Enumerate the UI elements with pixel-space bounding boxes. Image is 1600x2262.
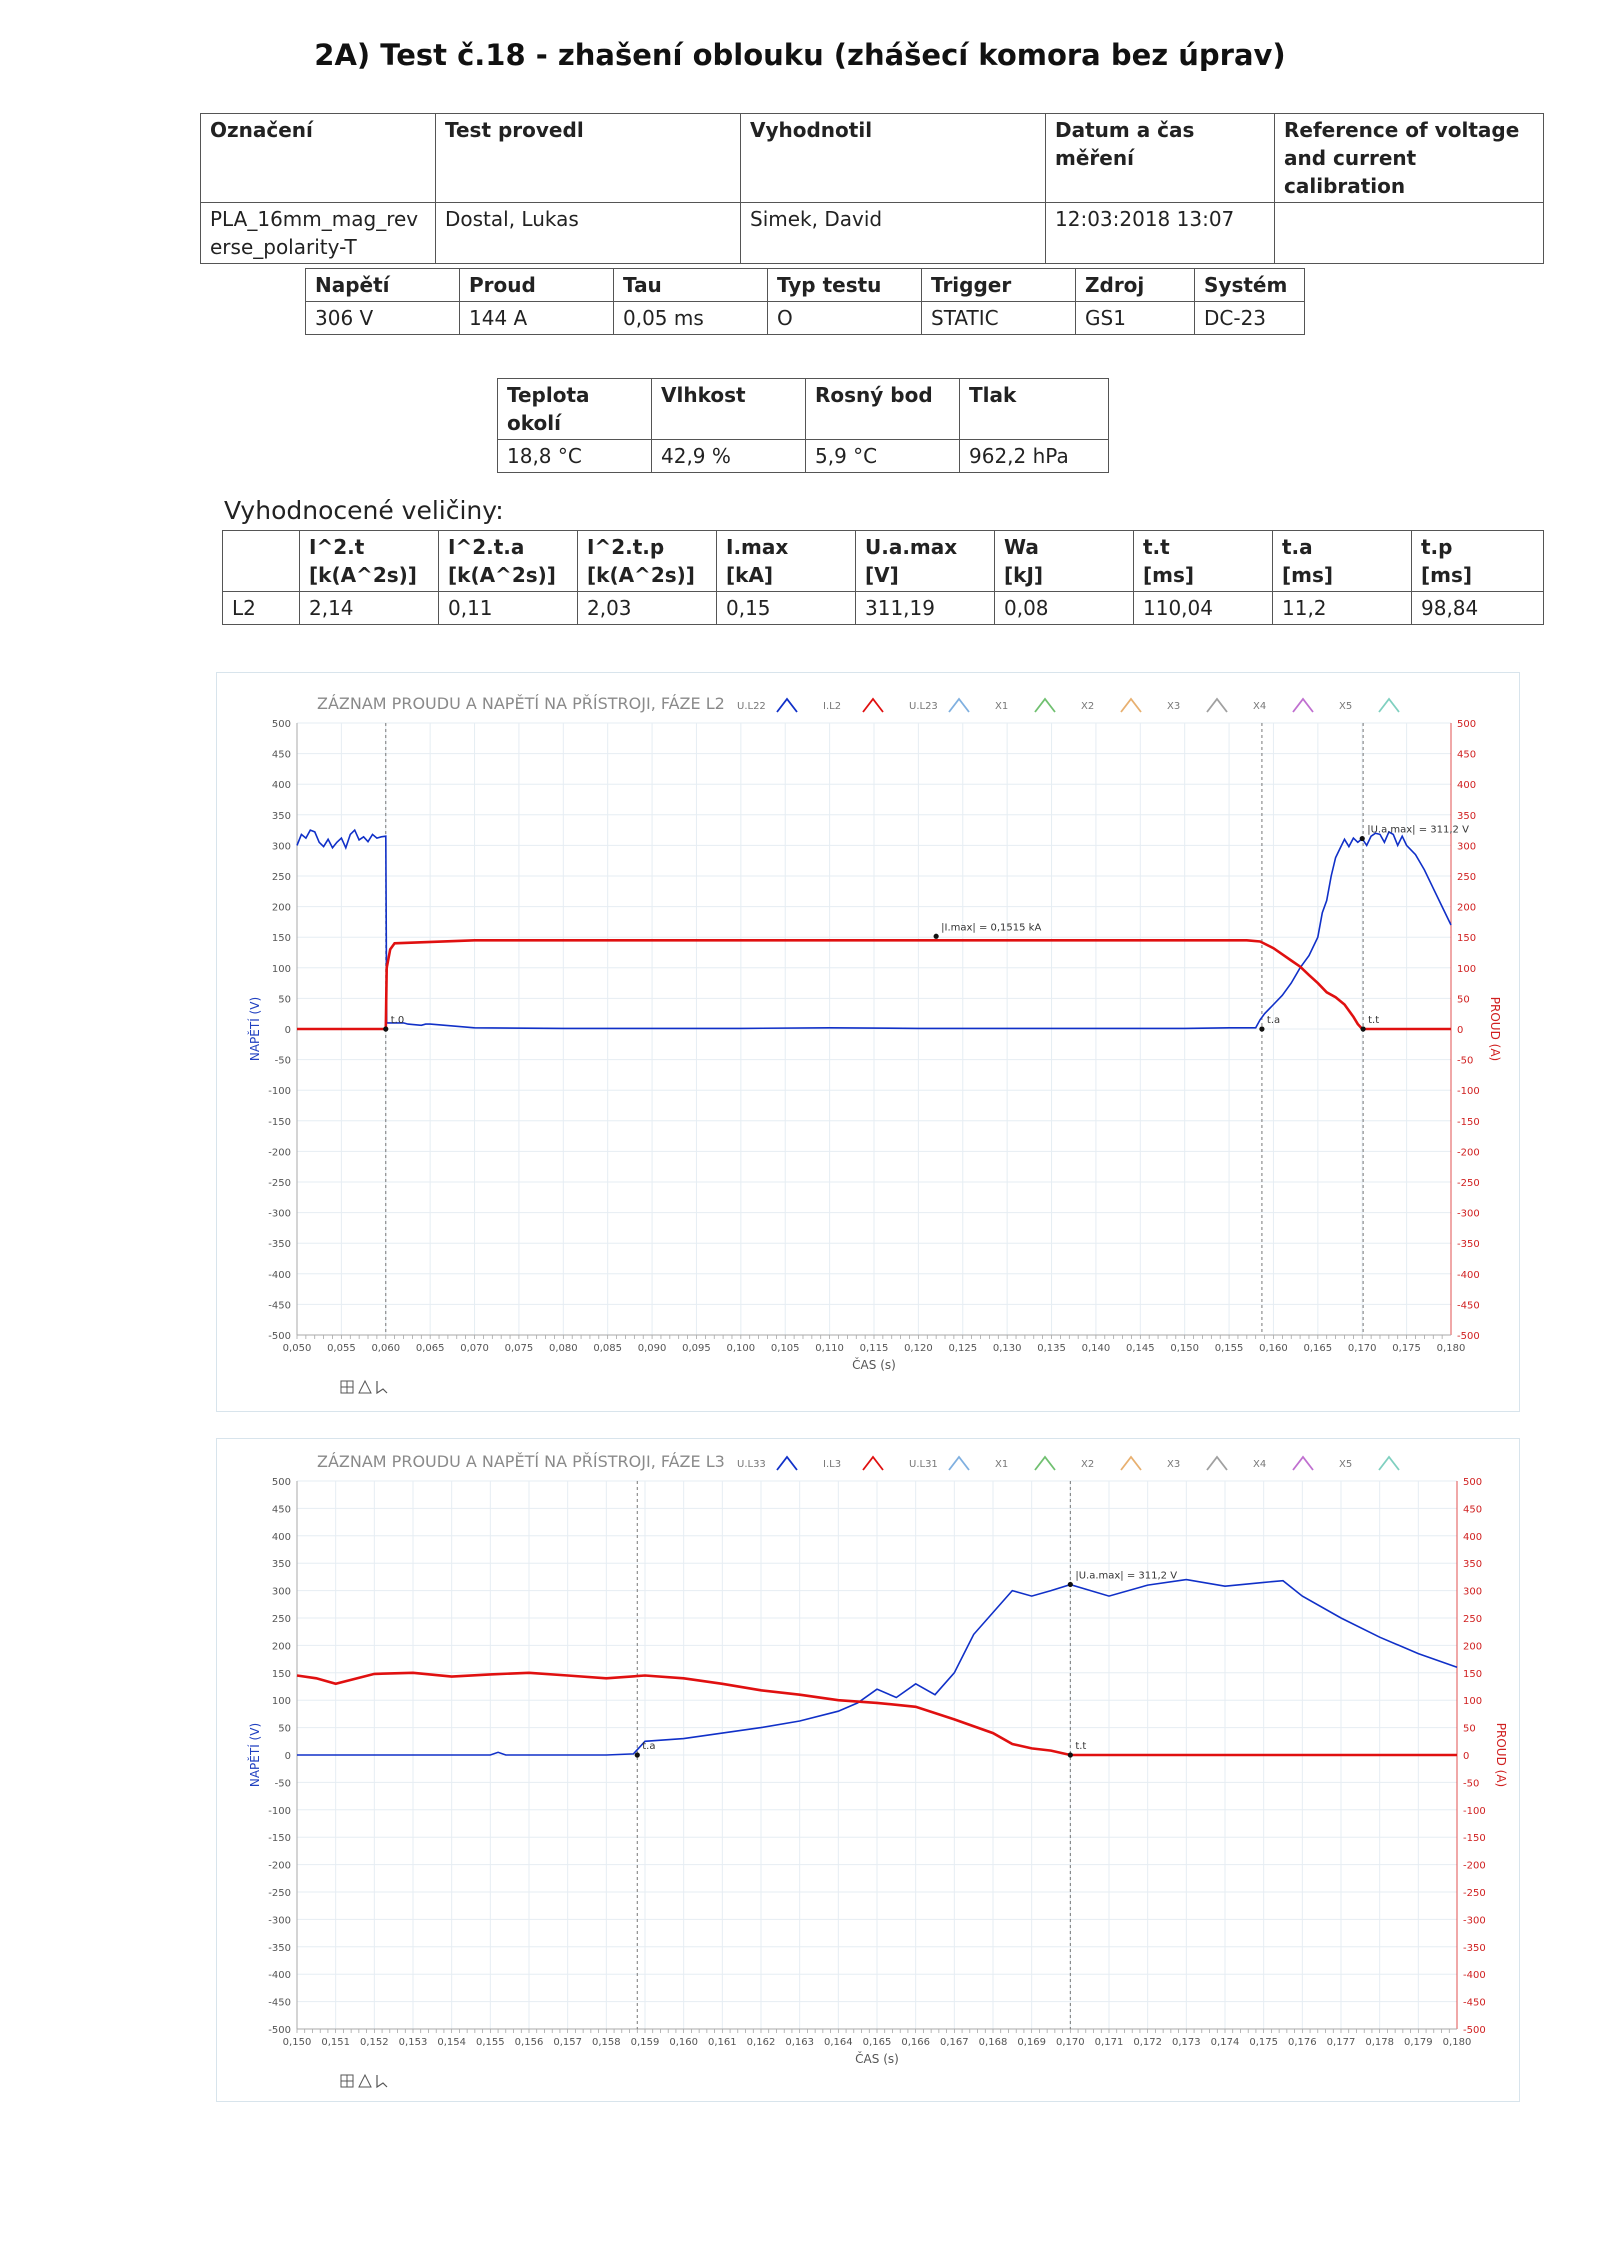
results-header (1412, 531, 1544, 592)
x-tick-label: 0,065 (415, 1343, 445, 1354)
info-cell: Dostal, Lukas (436, 203, 741, 264)
x-tick-label: 0,090 (637, 1343, 667, 1354)
legend-swatch (777, 1457, 797, 1470)
x-tick-label: 0,145 (1125, 1343, 1155, 1354)
legend-swatch (1207, 1457, 1227, 1470)
legend-swatch (863, 1457, 883, 1470)
results-header-unit: [ms] (1282, 563, 1334, 587)
y-tick-label: 200 (271, 902, 291, 914)
y2-tick-label: -250 (1463, 1888, 1486, 1899)
y-tick-label: -250 (268, 1888, 291, 1899)
y2-tick-label: 500 (1457, 719, 1477, 730)
x-tick-label: 0,157 (553, 2037, 582, 2048)
x-tick-label: 0,055 (327, 1343, 356, 1354)
y-tick-label: 450 (271, 1504, 291, 1516)
x-tick-label: 0,151 (321, 2037, 350, 2048)
legend-entry: U.L23 (909, 701, 938, 712)
legend-swatch (949, 699, 969, 712)
y2-tick-label: -200 (1463, 1860, 1486, 1872)
page-title: 2A) Test č.18 - zhašení oblouku (zhášecí komora bez úprav) (314, 38, 1286, 72)
legend-entry: X1 (995, 701, 1009, 712)
hand-tool-icon (377, 2075, 387, 2087)
params-header: Proud (460, 269, 614, 302)
results-header-unit: [k(A^2s)] (309, 563, 417, 587)
y2-tick-label: -250 (1457, 1178, 1480, 1189)
y2-tick-label: 0 (1457, 1025, 1464, 1036)
y-tick-label: -300 (268, 1208, 291, 1220)
results-cell: 0,15 (717, 592, 856, 625)
y-tick-label: 150 (271, 933, 291, 945)
annotation-label: |U.a.max| = 311,2 V (1075, 1570, 1178, 1582)
x-tick-label: 0,171 (1094, 2037, 1124, 2048)
results-header-unit: [k(A^2s)] (587, 563, 695, 587)
y2-tick-label: -200 (1457, 1147, 1480, 1159)
legend-swatch (1035, 699, 1055, 712)
y-tick-label: 300 (271, 1586, 291, 1598)
results-header-name: U.a.max (865, 535, 958, 559)
legend-entry: X4 (1253, 701, 1267, 712)
annotation-label: t.t (1075, 1741, 1087, 1752)
y-tick-label: 50 (278, 994, 291, 1006)
y-axis-label: NAPĚTÍ (V) (248, 1722, 262, 1788)
y-tick-label: 0 (284, 1025, 291, 1036)
x-tick-label: 0,156 (514, 2037, 544, 2048)
results-cell: 311,19 (856, 592, 995, 625)
legend-entry: X2 (1081, 701, 1095, 712)
x-tick-label: 0,153 (398, 2037, 428, 2048)
legend-swatch (1379, 699, 1399, 712)
annotation-point (1259, 1026, 1264, 1031)
params-header: Systém (1195, 269, 1305, 302)
y2-tick-label: 50 (1463, 1723, 1476, 1735)
x-tick-label: 0,161 (708, 2037, 737, 2048)
results-header-name: I.max (726, 535, 789, 559)
legend-entry: X4 (1253, 1459, 1267, 1470)
x-tick-label: 0,150 (282, 2037, 312, 2048)
x-tick-label: 0,160 (1259, 1343, 1288, 1354)
legend-entry: I.L2 (823, 701, 842, 712)
info-header: Reference of voltage and current calibration (1275, 114, 1544, 203)
results-cell: 11,2 (1273, 592, 1412, 625)
info-header: Označení (201, 114, 436, 203)
results-header-name: I^2.t.p (587, 535, 665, 559)
x-tick-label: 0,166 (901, 2037, 930, 2048)
x-tick-label: 0,060 (371, 1343, 401, 1354)
y2-tick-label: 50 (1457, 994, 1470, 1006)
results-header-name: Wa (1004, 535, 1039, 559)
y-tick-label: 350 (271, 810, 291, 822)
legend-entry: I.L3 (823, 1459, 842, 1470)
x-tick-label: 0,155 (476, 2037, 505, 2048)
x-tick-label: 0,174 (1210, 2037, 1240, 2048)
x-tick-label: 0,165 (1303, 1343, 1333, 1354)
annotation-label: t.t (1368, 1015, 1380, 1026)
y2-tick-label: 200 (1457, 902, 1477, 914)
legend-swatch (949, 1457, 969, 1470)
x-tick-label: 0,175 (1249, 2037, 1278, 2048)
legend-entry: X3 (1167, 701, 1181, 712)
y2-tick-label: 100 (1463, 1696, 1483, 1708)
info-cell (1275, 203, 1544, 264)
x-tick-label: 0,080 (548, 1343, 578, 1354)
y-axis-label: NAPĚTÍ (V) (248, 996, 262, 1062)
y-tick-label: 100 (271, 963, 291, 975)
y2-tick-label: 300 (1457, 841, 1477, 853)
results-header-unit: [kA] (726, 563, 774, 587)
y2-tick-label: 300 (1463, 1586, 1483, 1598)
info-cell: PLA_16mm_mag_reverse_polarity-T (201, 203, 436, 264)
results-header (717, 531, 856, 592)
y-tick-label: -450 (268, 1300, 291, 1312)
y2-tick-label: 350 (1463, 1559, 1483, 1571)
params-cell: STATIC (922, 302, 1076, 335)
y2-tick-label: -400 (1457, 1269, 1480, 1281)
env-cell: 42,9 % (652, 440, 806, 473)
x-tick-label: 0,095 (682, 1343, 711, 1354)
x-tick-label: 0,178 (1365, 2037, 1394, 2048)
y-tick-label: -150 (268, 1833, 291, 1845)
env-table (497, 378, 1109, 473)
y-tick-label: 400 (271, 1531, 291, 1543)
legend-swatch (1293, 699, 1313, 712)
y2-tick-label: -500 (1463, 2025, 1486, 2036)
params-header: Zdroj (1076, 269, 1195, 302)
y2-tick-label: 0 (1463, 1751, 1470, 1762)
y2-tick-label: 150 (1457, 933, 1477, 945)
results-cell: 0,11 (439, 592, 578, 625)
y-tick-label: -350 (268, 1239, 291, 1251)
params-cell: 0,05 ms (614, 302, 768, 335)
x-tick-label: 0,158 (592, 2037, 621, 2048)
y-tick-label: -50 (274, 1055, 291, 1067)
env-header: Teplota okolí (498, 379, 652, 440)
results-header-name: t.a (1282, 535, 1313, 559)
legend-swatch (1293, 1457, 1313, 1470)
y2-tick-label: 450 (1457, 749, 1477, 761)
y2-tick-label: -300 (1457, 1208, 1480, 1220)
y2-axis-label: PROUD (A) (1494, 1722, 1508, 1788)
y-tick-label: 0 (284, 1751, 291, 1762)
x-tick-label: 0,176 (1288, 2037, 1317, 2048)
y2-tick-label: -300 (1463, 1915, 1486, 1927)
results-header-unit: [ms] (1421, 563, 1473, 587)
annotation-point (1361, 1026, 1366, 1031)
x-tick-label: 0,130 (992, 1343, 1022, 1354)
results-header-unit: [kJ] (1004, 563, 1044, 587)
results-header-empty (223, 531, 300, 592)
y-tick-label: -150 (268, 1116, 291, 1128)
info-table (200, 113, 1544, 264)
results-header (1134, 531, 1273, 592)
legend-entry: X3 (1167, 1459, 1181, 1470)
y-tick-label: 300 (271, 841, 291, 853)
legend-entry: X5 (1339, 701, 1353, 712)
env-cell: 962,2 hPa (960, 440, 1109, 473)
legend-entry: X5 (1339, 1459, 1353, 1470)
info-cell: 12:03:2018 13:07 (1046, 203, 1275, 264)
legend-entry: X2 (1081, 1459, 1095, 1470)
y-tick-label: -500 (268, 1331, 291, 1342)
x-tick-label: 0,165 (862, 2037, 892, 2048)
params-table (305, 268, 1305, 335)
y2-tick-label: 250 (1457, 872, 1477, 883)
y2-tick-label: -450 (1463, 1997, 1486, 2009)
env-header: Tlak (960, 379, 1109, 440)
y-tick-label: -400 (268, 1970, 291, 1982)
y2-tick-label: -350 (1457, 1239, 1480, 1251)
y-tick-label: -350 (268, 1942, 291, 1954)
x-tick-label: 0,162 (746, 2037, 776, 2048)
y-tick-label: -300 (268, 1915, 291, 1927)
annotation-point (635, 1752, 640, 1757)
x-tick-label: 0,100 (726, 1343, 756, 1354)
y2-tick-label: 100 (1457, 963, 1477, 975)
params-cell: GS1 (1076, 302, 1195, 335)
y2-tick-label: -50 (1457, 1055, 1474, 1067)
y-tick-label: 500 (271, 1477, 291, 1488)
x-tick-label: 0,125 (948, 1343, 978, 1354)
x-tick-label: 0,180 (1442, 2037, 1472, 2048)
results-cell: 2,03 (578, 592, 717, 625)
y2-tick-label: 400 (1463, 1531, 1483, 1543)
x-tick-label: 0,154 (437, 2037, 466, 2048)
y2-tick-label: 200 (1463, 1641, 1483, 1653)
zoom-tool-icon (359, 2075, 371, 2087)
y-tick-label: 150 (271, 1668, 291, 1680)
annotation-point (1068, 1752, 1073, 1757)
annotation-point (383, 1026, 388, 1031)
x-tick-label: 0,160 (669, 2037, 698, 2048)
y-tick-label: -250 (268, 1178, 291, 1189)
hand-tool-icon (377, 1381, 387, 1393)
params-cell: 306 V (306, 302, 460, 335)
x-tick-label: 0,180 (1436, 1343, 1466, 1354)
x-tick-label: 0,140 (1081, 1343, 1111, 1354)
legend-swatch (1207, 699, 1227, 712)
results-table (222, 530, 1544, 625)
x-tick-label: 0,075 (504, 1343, 534, 1354)
x-tick-label: 0,070 (460, 1343, 489, 1354)
x-tick-label: 0,152 (360, 2037, 389, 2048)
y2-tick-label: -350 (1463, 1942, 1486, 1954)
env-cell: 18,8 °C (498, 440, 652, 473)
x-tick-label: 0,120 (904, 1343, 933, 1354)
y2-tick-label: -100 (1457, 1086, 1480, 1098)
y2-tick-label: -100 (1463, 1805, 1486, 1817)
legend-swatch (777, 699, 797, 712)
results-cell: 0,08 (995, 592, 1134, 625)
params-header: Tau (614, 269, 768, 302)
x-axis-label: ČAS (s) (855, 2052, 899, 2066)
y2-tick-label: 150 (1463, 1668, 1483, 1680)
results-header (1273, 531, 1412, 592)
x-tick-label: 0,173 (1172, 2037, 1201, 2048)
y2-tick-label: 450 (1463, 1504, 1483, 1516)
y-tick-label: -100 (268, 1805, 291, 1817)
chart-title: ZÁZNAM PROUDU A NAPĚTÍ NA PŘÍSTROJI, FÁZE L2 (317, 694, 725, 713)
y2-tick-label: -400 (1463, 1970, 1486, 1982)
info-header: Test provedl (436, 114, 741, 203)
x-tick-label: 0,050 (282, 1343, 312, 1354)
legend-swatch (1121, 1457, 1141, 1470)
chart-l2 (217, 673, 1519, 1411)
y-tick-label: -200 (268, 1860, 291, 1872)
results-cell: 98,84 (1412, 592, 1544, 625)
env-header: Rosný bod (806, 379, 960, 440)
annotation-point (934, 934, 939, 939)
y2-tick-label: 500 (1463, 1477, 1483, 1488)
results-header (300, 531, 439, 592)
y-tick-label: -50 (274, 1778, 291, 1790)
params-header: Trigger (922, 269, 1076, 302)
y-tick-label: 100 (271, 1696, 291, 1708)
legend-entry: U.L31 (909, 1459, 938, 1470)
x-tick-label: 0,110 (815, 1343, 844, 1354)
x-tick-label: 0,164 (824, 2037, 853, 2048)
x-tick-label: 0,159 (630, 2037, 660, 2048)
x-tick-label: 0,168 (978, 2037, 1008, 2048)
x-tick-label: 0,105 (770, 1343, 800, 1354)
y2-tick-label: -500 (1457, 1331, 1480, 1342)
annotation-label: t.a (642, 1741, 656, 1752)
chart-l3 (217, 1439, 1519, 2101)
x-tick-label: 0,115 (859, 1343, 889, 1354)
x-tick-label: 0,135 (1037, 1343, 1066, 1354)
env-header: Vlhkost (652, 379, 806, 440)
params-cell: 144 A (460, 302, 614, 335)
annotation-point (1360, 836, 1365, 841)
y-tick-label: -500 (268, 2025, 291, 2036)
x-tick-label: 0,172 (1133, 2037, 1162, 2048)
y2-tick-label: 350 (1457, 810, 1477, 822)
x-tick-label: 0,170 (1056, 2037, 1085, 2048)
results-header (995, 531, 1134, 592)
legend-entry: X1 (995, 1459, 1009, 1470)
results-header-name: I^2.t.a (448, 535, 525, 559)
x-tick-label: 0,150 (1170, 1343, 1200, 1354)
legend-entry: U.L22 (737, 701, 766, 712)
y2-tick-label: 400 (1457, 780, 1477, 792)
x-tick-label: 0,170 (1347, 1343, 1377, 1354)
results-cell: L2 (223, 592, 300, 625)
results-header (439, 531, 578, 592)
annotation-label: |U.a.max| = 311,2 V (1367, 824, 1469, 836)
x-tick-label: 0,155 (1214, 1343, 1244, 1354)
results-header (578, 531, 717, 592)
info-header: Vyhodnotil (741, 114, 1046, 203)
legend-swatch (1035, 1457, 1055, 1470)
y-tick-label: 450 (271, 749, 291, 761)
legend-swatch (1379, 1457, 1399, 1470)
results-header-unit: [V] (865, 563, 899, 587)
y2-axis-label: PROUD (A) (1488, 996, 1502, 1062)
results-header-unit: [k(A^2s)] (448, 563, 556, 587)
y2-tick-label: -150 (1457, 1116, 1480, 1128)
chart-panel-l3 (216, 1438, 1520, 2102)
y-tick-label: 350 (271, 1559, 291, 1571)
y2-tick-label: -450 (1457, 1300, 1480, 1312)
results-header (856, 531, 995, 592)
env-cell: 5,9 °C (806, 440, 960, 473)
chart-panel-l2 (216, 672, 1520, 1412)
results-header-name: t.t (1143, 535, 1170, 559)
params-cell: O (768, 302, 922, 335)
y-tick-label: -450 (268, 1997, 291, 2009)
y2-tick-label: -150 (1463, 1833, 1486, 1845)
y-tick-label: 250 (271, 872, 291, 883)
legend-entry: U.L33 (737, 1459, 766, 1470)
y-tick-label: -100 (268, 1086, 291, 1098)
results-label: Vyhodnocené veličiny: (224, 496, 504, 525)
results-cell: 110,04 (1134, 592, 1273, 625)
y2-tick-label: -50 (1463, 1778, 1480, 1790)
y-tick-label: 400 (271, 780, 291, 792)
annotation-point (1068, 1582, 1073, 1587)
y-tick-label: 250 (271, 1614, 291, 1625)
y-tick-label: 50 (278, 1723, 291, 1735)
y-tick-label: -200 (268, 1147, 291, 1159)
results-header-name: t.p (1421, 535, 1453, 559)
x-tick-label: 0,177 (1326, 2037, 1356, 2048)
results-cell: 2,14 (300, 592, 439, 625)
results-header-unit: [ms] (1143, 563, 1195, 587)
annotation-label: t.a (1266, 1015, 1281, 1026)
y-tick-label: 200 (271, 1641, 291, 1653)
y-tick-label: 500 (271, 719, 291, 730)
results-header-name: I^2.t (309, 535, 365, 559)
annotation-label: t.0 (390, 1015, 405, 1026)
chart-title: ZÁZNAM PROUDU A NAPĚTÍ NA PŘÍSTROJI, FÁZE L3 (317, 1452, 725, 1471)
x-tick-label: 0,085 (593, 1343, 623, 1354)
legend-swatch (863, 699, 883, 712)
annotation-label: |I.max| = 0,1515 kA (941, 922, 1042, 934)
y-tick-label: -400 (268, 1269, 291, 1281)
info-cell: Simek, David (741, 203, 1046, 264)
x-tick-label: 0,179 (1404, 2037, 1433, 2048)
x-tick-label: 0,175 (1392, 1343, 1421, 1354)
x-tick-label: 0,167 (940, 2037, 969, 2048)
params-header: Typ testu (768, 269, 922, 302)
x-tick-label: 0,163 (785, 2037, 814, 2048)
info-header: Datum a čas měření (1046, 114, 1275, 203)
params-cell: DC-23 (1195, 302, 1305, 335)
x-tick-label: 0,169 (1017, 2037, 1046, 2048)
y2-tick-label: 250 (1463, 1614, 1483, 1625)
legend-swatch (1121, 699, 1141, 712)
x-axis-label: ČAS (s) (852, 1358, 896, 1372)
zoom-tool-icon (359, 1381, 371, 1393)
params-header: Napětí (306, 269, 460, 302)
